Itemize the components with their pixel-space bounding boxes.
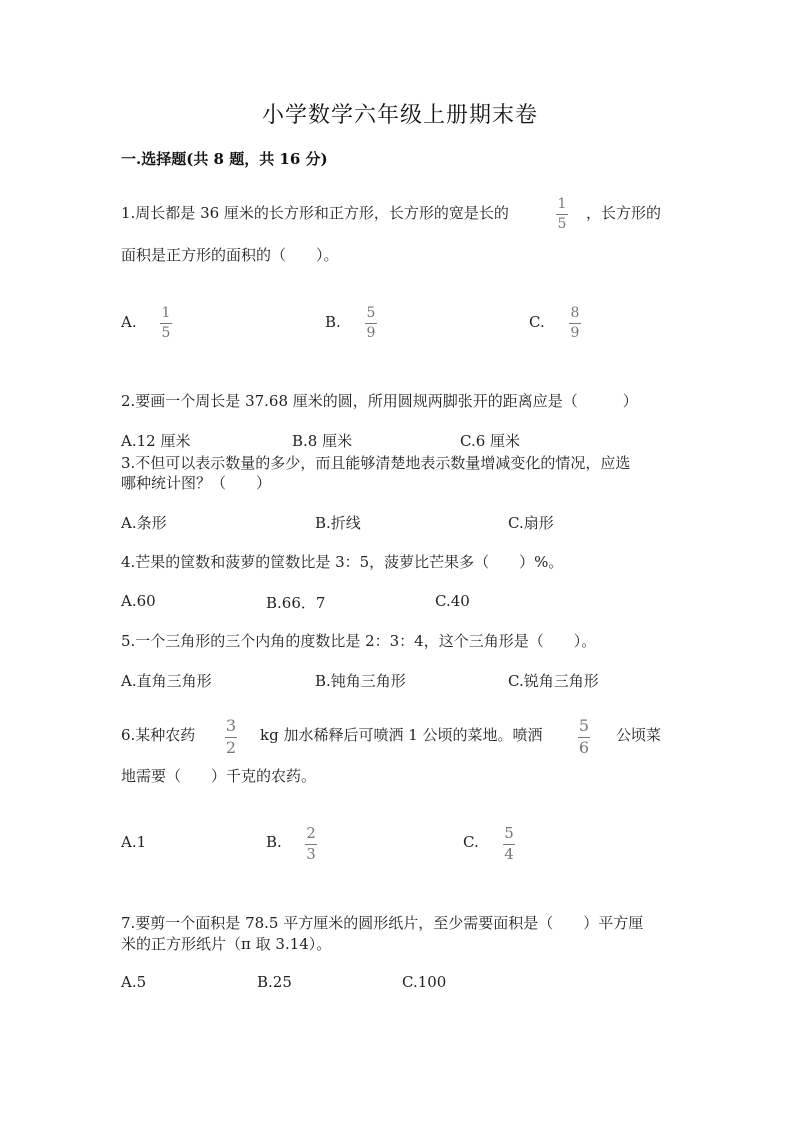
- numerator: 3: [225, 716, 237, 735]
- q6-text-a: 6.某种农药: [121, 726, 196, 744]
- denominator: 5: [161, 325, 171, 341]
- denominator: 6: [578, 738, 590, 757]
- q3-line-1: 3.不但可以表示数量的多少，而且能够清楚地表示数量增减变化的情况，应选: [121, 454, 631, 472]
- numerator: 5: [366, 305, 376, 321]
- q6-option-b-fraction: [305, 826, 317, 862]
- numerator: 1: [161, 305, 171, 321]
- q6-option-c-label: C.: [463, 833, 479, 851]
- q1-option-c-fraction: [569, 306, 581, 340]
- q4-option-c: C.40: [435, 592, 470, 610]
- denominator: 3: [306, 845, 316, 863]
- q3-option-b: B.折线: [315, 514, 361, 532]
- q3-option-a: A.条形: [121, 514, 167, 532]
- q2-option-a: A.12 厘米: [121, 432, 191, 450]
- numerator: 2: [306, 824, 316, 842]
- denominator: 9: [366, 325, 376, 341]
- q5-option-c: C.锐角三角形: [508, 672, 599, 690]
- q1-option-a-label: A.: [121, 313, 137, 331]
- numerator: 5: [504, 824, 514, 842]
- numerator: 5: [578, 716, 590, 735]
- q1-option-c-label: C.: [529, 313, 545, 331]
- q6-fraction-1: [225, 718, 237, 756]
- q3-line-2: 哪种统计图？（ ）: [121, 474, 272, 492]
- denominator: 9: [570, 325, 580, 341]
- q4-option-b: B.66．7: [266, 594, 326, 612]
- numerator: 8: [570, 305, 580, 321]
- q1-fraction: [556, 197, 568, 231]
- q6-fraction-2: [578, 718, 590, 756]
- q3-option-c: C.扇形: [508, 514, 554, 532]
- q5-text: 5.一个三角形的三个内角的度数比是 2：3：4，这个三角形是（ ）。: [121, 632, 597, 650]
- numerator: 1: [557, 196, 567, 212]
- q4-option-a: A.60: [121, 592, 156, 610]
- q6-text-c: 公顷菜: [616, 726, 662, 744]
- q7-option-b: B.25: [257, 973, 292, 991]
- denominator: 4: [504, 845, 514, 863]
- q7-line-1: 7.要剪一个面积是 78.5 平方厘米的圆形纸片，至少需要面积是（ ）平方厘: [121, 914, 644, 932]
- section-heading: 一.选择题(共 8 题，共 16 分): [121, 150, 328, 168]
- denominator: 2: [225, 738, 237, 757]
- q1-option-a-fraction: [160, 306, 172, 340]
- q6-option-a: A.1: [121, 833, 147, 851]
- q1-line-2: 面积是正方形的面积的（ ）。: [121, 246, 339, 264]
- q4-text: 4.芒果的筐数和菠萝的筐数比是 3：5，菠萝比芒果多（ ）%。: [121, 553, 564, 571]
- q7-line-2: 米的正方形纸片（π 取 3.14）。: [121, 935, 332, 953]
- q2-option-c: C.6 厘米: [460, 432, 521, 450]
- q6-text-b: kg 加水稀释后可喷洒 1 公顷的菜地。喷洒: [260, 726, 543, 744]
- q1-option-b-fraction: [365, 306, 377, 340]
- q6-option-b-label: B.: [266, 833, 282, 851]
- q7-option-a: A.5: [121, 973, 147, 991]
- q6-line-2: 地需要（ ）千克的农药。: [121, 767, 317, 785]
- q2-text: 2.要画一个周长是 37.68 厘米的圆，所用圆规两脚张开的距离应是（ ）: [121, 392, 638, 410]
- q6-option-c-fraction: [503, 826, 515, 862]
- page-title: 小学数学六年级上册期末卷: [261, 103, 538, 128]
- q1-option-b-label: B.: [325, 313, 341, 331]
- q5-option-b: B.钝角三角形: [315, 672, 406, 690]
- q2-option-b: B.8 厘米: [292, 432, 353, 450]
- q1-text-b: ，长方形的: [586, 204, 662, 222]
- denominator: 5: [557, 216, 567, 232]
- q1-text-a: 1.周长都是 36 厘米的长方形和正方形，长方形的宽是长的: [121, 204, 509, 222]
- q5-option-a: A.直角三角形: [121, 672, 212, 690]
- q7-option-c: C.100: [402, 973, 447, 991]
